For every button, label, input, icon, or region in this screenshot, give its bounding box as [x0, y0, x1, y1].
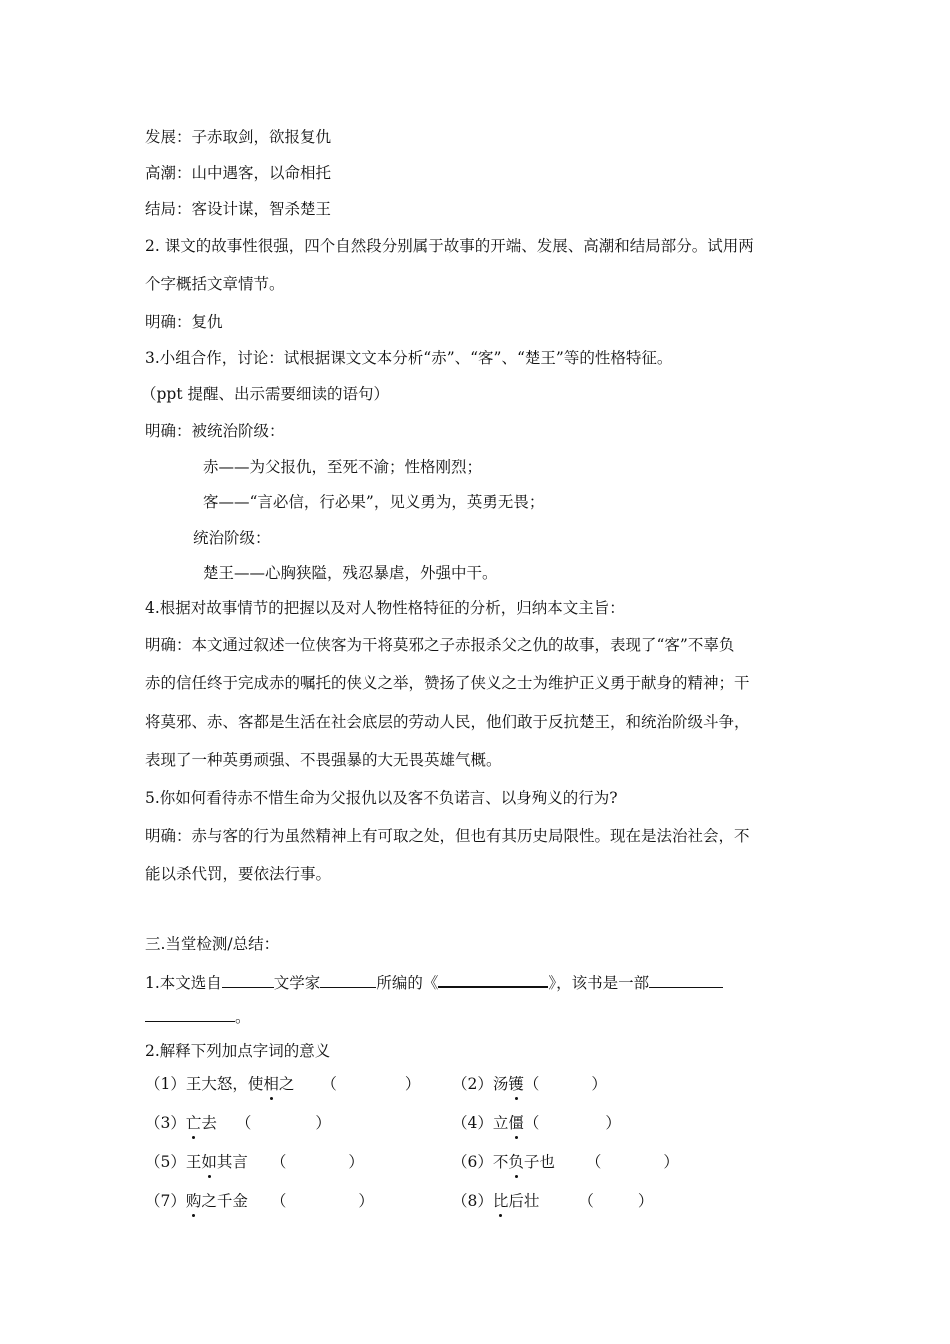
dotted-char: 僵: [508, 1114, 524, 1132]
answer-close-paren: ）: [348, 1153, 364, 1171]
fill-text: 》，该书是一部: [548, 974, 650, 992]
item-text: （7）: [145, 1192, 186, 1210]
answer-close-paren: ）: [591, 1075, 607, 1093]
q2-answer: 明确：复仇: [145, 313, 223, 331]
q3-note: （ppt 提醒、出示需要细读的语句）: [141, 385, 390, 403]
answer-open-paren: （: [523, 1075, 540, 1093]
item-7: [145, 1191, 374, 1211]
dotted-char: 如: [201, 1153, 217, 1171]
q5-answer-l1: 明确：赤与客的行为虽然精神上有可取之处，但也有其历史局限性。现在是法治社会，不: [145, 827, 750, 845]
answer-open-paren: （: [321, 1075, 337, 1093]
item-text: （2）汤: [452, 1075, 509, 1093]
answer-close-paren: ）: [605, 1114, 621, 1132]
fill-text: 。: [235, 1008, 251, 1026]
item-4: [452, 1113, 621, 1133]
item-text: 其言: [216, 1153, 248, 1171]
q3-answer-head: 明确：被统治阶级：: [145, 422, 285, 440]
q4-text: 4.根据对故事情节的把握以及对人物性格特征的分析，归纳本文主旨：: [145, 599, 625, 617]
answer-close-paren: ）: [637, 1192, 654, 1210]
answer-close-paren: ）: [358, 1192, 374, 1210]
fill-text: 1.本文选自: [145, 974, 222, 992]
q3-ruling: 统治阶级：: [193, 529, 271, 547]
item-text: 子也: [523, 1153, 555, 1171]
blank-author[interactable]: [320, 971, 376, 988]
answer-open-paren: （: [523, 1114, 540, 1132]
q-explain-title: 2.解释下列加点字词的意义: [145, 1042, 331, 1060]
answer-open-paren: （: [270, 1192, 287, 1210]
answer-open-paren: （: [235, 1114, 252, 1132]
item-text: 之千金: [201, 1192, 248, 1210]
item-5: [145, 1152, 364, 1172]
plot-climax: 高潮：山中遇客，以命相托: [145, 164, 332, 182]
item-text: （4）立: [452, 1114, 509, 1132]
q2-text-cont: 个字概括文章情节。: [145, 275, 285, 293]
answer-open-paren: （: [578, 1192, 594, 1210]
dotted-char: 比: [492, 1192, 509, 1210]
item-text: （1）王大怒，使: [145, 1075, 264, 1093]
dotted-char: 购: [185, 1192, 202, 1210]
dotted-char: 负: [508, 1153, 524, 1171]
q2-text: 2. 课文的故事性很强，四个自然段分别属于故事的开端、发展、高潮和结局部分。试用两: [145, 237, 754, 255]
fill-text: 文学家: [273, 974, 321, 992]
dotted-char: 亡: [185, 1114, 202, 1132]
section3-title: 三.当堂检测/总结：: [145, 935, 280, 953]
answer-close-paren: ）: [315, 1114, 331, 1132]
item-text: （5）王: [145, 1153, 202, 1171]
plot-ending: 结局：客设计谋，智杀楚王: [145, 200, 332, 218]
item-6: [452, 1152, 679, 1172]
q5-answer-l2: 能以杀代罚，要依法行事。: [145, 865, 332, 883]
q3-king: 楚王——心胸狭隘，残忍暴虐，外强中干。: [203, 564, 498, 582]
item-2: [452, 1074, 607, 1094]
item-8: [452, 1191, 653, 1211]
dotted-char: 相: [263, 1075, 279, 1093]
item-3: [145, 1113, 331, 1133]
blank-genre-cont[interactable]: [145, 1005, 235, 1022]
blank-source[interactable]: [222, 971, 274, 988]
q4-answer-l2: 赤的信任终于完成赤的嘱托的侠义之举，赞扬了侠义之士为维护正义勇于献身的精神；干: [145, 674, 750, 692]
item-text: 后壮: [508, 1192, 540, 1210]
fill-text: 所编的《: [376, 974, 439, 992]
item-text: 去: [201, 1114, 217, 1132]
q4-answer-l4: 表现了一种英勇顽强、不畏强暴的大无畏英雄气概。: [145, 751, 502, 769]
answer-open-paren: （: [585, 1153, 602, 1171]
q4-answer-l3: 将莫邪、赤、客都是生活在社会底层的劳动人民，他们敢于反抗楚王，和统治阶级斗争，: [145, 713, 750, 731]
fill-question-1-cont: [145, 1005, 251, 1027]
item-text: （8）: [452, 1192, 493, 1210]
item-text: （6）不: [452, 1153, 509, 1171]
fill-question-1: [145, 970, 723, 993]
item-text: （3）: [145, 1114, 186, 1132]
item-text: 之: [278, 1075, 295, 1093]
plot-develop: 发展：子赤取剑，欲报复仇: [145, 128, 332, 146]
q5-text: 5.你如何看待赤不惜生命为父报仇以及客不负诺言、以身殉义的行为?: [145, 789, 618, 807]
item-1: [145, 1074, 420, 1094]
blank-genre[interactable]: [649, 971, 723, 988]
answer-close-paren: ）: [663, 1153, 679, 1171]
blank-book[interactable]: [438, 970, 548, 988]
q3-ke: 客——“言必信，行必果”，见义勇为，英勇无畏；: [203, 493, 545, 511]
q3-text: 3.小组合作，讨论：试根据课文文本分析“赤”、“客”、“楚王”等的性格特征。: [145, 349, 673, 367]
q4-answer-l1: 明确：本文通过叙述一位侠客为干将莫邪之子赤报杀父之仇的故事，表现了“客”不辜负: [145, 636, 735, 654]
answer-open-paren: （: [270, 1153, 287, 1171]
q3-chi: 赤——为父报仇，至死不渝；性格刚烈；: [203, 458, 483, 476]
answer-close-paren: ）: [404, 1075, 421, 1093]
dotted-char: 镬: [508, 1075, 524, 1093]
